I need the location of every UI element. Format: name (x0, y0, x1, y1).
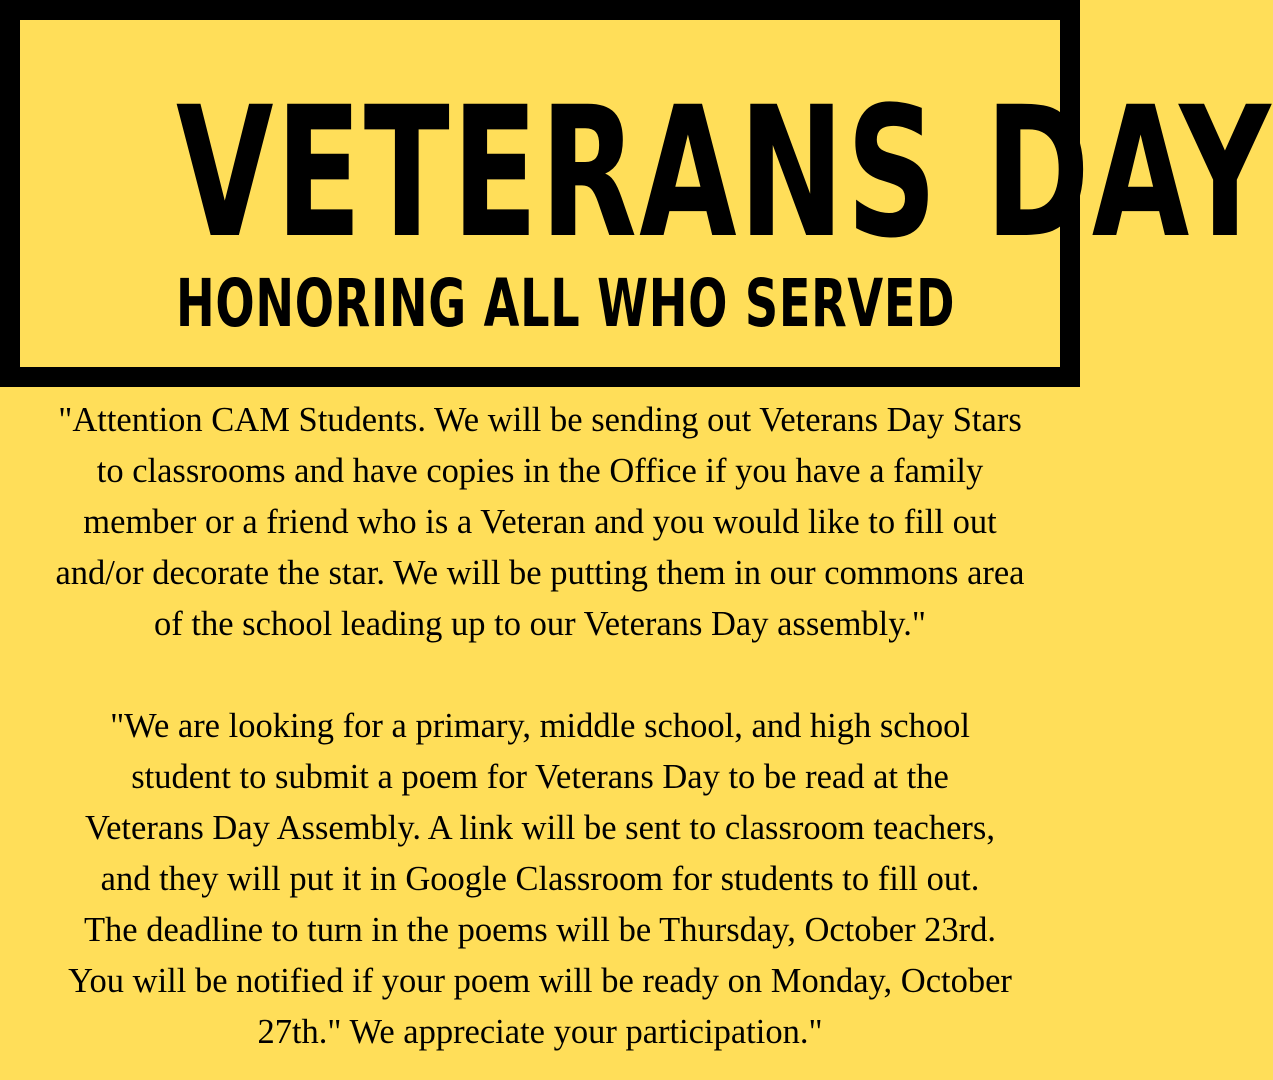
page-subtitle: HONORING ALL WHO SERVED (176, 265, 956, 342)
page-title: VETERANS DAY (176, 69, 1273, 278)
announcement-paragraph-poems: "We are looking for a primary, middle school, and high school student to submit a poem for Veterans Day to be read at the Veterans Day Assembly. A link will be sent to classroom teachers, and they will put it in Google Classroom for students to fill out. The deadline to turn in the poems will be Thursday, October 23rd. You will be notified if your poem will be ready on Monday, October 27th." We appreciate your participation." (68, 707, 1012, 1051)
header-banner (0, 0, 1273, 387)
announcement-body (0, 395, 1080, 1058)
header-banner-panel (20, 20, 1273, 367)
announcement-paragraph-stars: "Attention CAM Students. We will be sending out Veterans Day Stars to classrooms and have copies in the Office if you have a family member or a friend who is a Veteran and you would like to fill out and/or decorate the star. We will be putting them in our commons area of the school leading up to our Veterans Day assembly." (55, 401, 1025, 643)
